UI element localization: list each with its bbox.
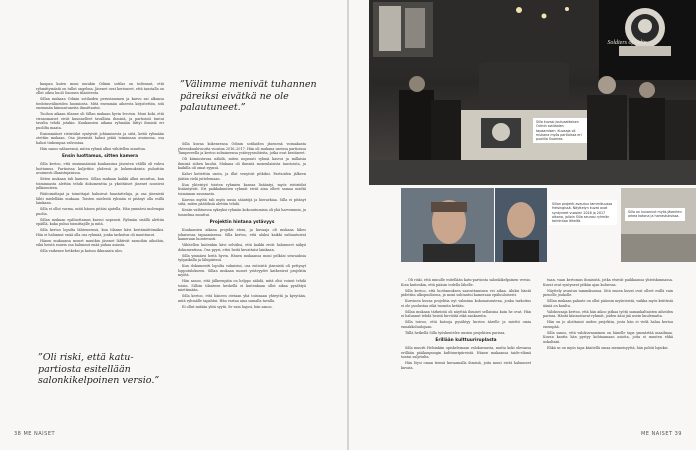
body-paragraph: Vähitellen kuitenkin kävi selväksi, että kaikki eivät halunneet näkyä dokumentissa. Osa pyysi, ettei heitä kuvattaisi lainkaan.: [178, 243, 306, 252]
body-paragraph: Kurvinen kuvaa projektia nyt valmiina kokonaisuutena, jonka tarkoitus ei ole puolustaa eikä tuomita ketään.: [401, 299, 531, 308]
body-paragraph: Hän löysi oman tiensä kuvaamalla ihmisiä, joita muut eivät halunneet kuvata.: [401, 361, 531, 370]
body-paragraph: – Oli riski, että minulle esitellään katu-partiosta salonkikelpoinen versio. Koin kuitenkin, että pääsin todella lähelle.: [401, 278, 531, 287]
photo-gathering-art: [369, 0, 696, 185]
body-paragraph: Tuohon aikaan tilanne oli Sillan mukaan hyvin levoton. Moni koki, että viranomaiset eivät kuunnelleet tavallisia ihmisiä, ja partiointi tuntui tavalta tehdä jotakin. Kuukausien aikana ryhmään liittyi ihmisiä eri puolilta maata.: [36, 112, 164, 130]
body-paragraph: Hän sanoo nähneensä, miten ryhmä alkoi vähitellen muuttua.: [40, 146, 146, 151]
body-paragraph: Kasvun myötä tuli myös uusia sääntöjä ja hierarkiaa. Silla ei pitänyt siitä, miten päätöksiä alettiin tehdä.: [178, 197, 306, 206]
body-paragraph: Silla kertoo, että luottamuksen saavuttaminen vei aikaa. Aluksi häntä pidettiin ulkopuolisena, ja moni suhtautui kameraan epäluuloisesti.: [401, 288, 531, 297]
subheading: Projektin hintana ystävyys: [209, 220, 275, 225]
body-paragraph: Silla kuvaa kokeneensa Odinin sotilaiden jäsenenä voimakasta yhteenkuuluvuutta vuosina 2016–2017. Hän oli mukana useissa partioissa Tampereella ja kertoo solmineensa ystävyyssuhteita, jotka ovat kestäneet.: [178, 142, 306, 155]
body-paragraph: Sillan mukaan Odinin sotilaiden perustaminen ja kasvu sai alkunsa tiedotusvälineiden huomiosta. Mitä enemmän aiheesta kirjoitettiin, sitä enemmän kiinnostuneita ilmoittautui.: [36, 97, 164, 110]
photo-man-right-art: [495, 188, 547, 262]
right-page: [349, 0, 696, 450]
photo-gathering: [369, 0, 696, 185]
body-paragraph: Silla kertoo, että ensimmäisinä kuukausina jäsenten välillä oli vahva luottamus. Partioissa kuljettiin yhdessä ja kokemuksista puhuttiin avoimesti illanistujaisissa.: [36, 162, 164, 175]
body-paragraph: Sitten mukaan tuli kamera. Sillan mukaan kaikki alkoi muuttua, kun toiminnasta alettiin tehdä dokumenttia ja yksittäiset jäsenet nousivat julkisuuteen.: [36, 177, 164, 190]
body-paragraph: Ehkä se on myös tapa käsitellä omaa menneisyyttä, hän pohtii lopuksi.: [547, 345, 669, 350]
photo-man-left: [401, 188, 494, 262]
right-column-1: [401, 278, 531, 426]
body-paragraph: Sillan mukaan tärkeintä oli näyttää ihmiset sellaisina kuin he ovat. Hän ei halunnut tehdä heistä hirviöitä eikä sankareita.: [401, 309, 531, 318]
body-paragraph: Silla vaikenee hetkeksi ja katsoo ikkunasta ulos.: [40, 249, 124, 253]
body-paragraph: Näyttely avautuu tammikuussa. Sitä ennen kuvat ovat olleet esillä vain pienelle joukolle.: [543, 288, 673, 297]
body-paragraph: Sillan mukaan palaute on ollut pääosin myönteistä, vaikka myös kriittisiä ääniä on kuultu.: [543, 299, 673, 308]
body-paragraph: Silla kertoo, että häneen otetaan yhä toisinaan yhteyttä ja kysytään, mitä ryhmälle tapahtui. Hän vastaa aina samalla tavalla.: [178, 294, 306, 303]
photo-man-right: [495, 188, 547, 262]
subheading: Erillään kulttuuriruplasta: [435, 338, 497, 343]
body-paragraph: Tällä hetkellä Silla työskentelee uusien projektien parissa.: [405, 330, 506, 335]
body-paragraph: Hänen mukaansa monet muutkin jäsenet lähtivät samoihin aikoihin, eikä heistä suurin osa halunnut enää puhua asiasta.: [36, 238, 164, 247]
body-paragraph: Silla ei ollut varma, mitä hänen pitäisi ajatella. Hän ymmärsi molempia puolia.: [36, 207, 164, 216]
subheading: Ensin luottamus, sitten kamera: [61, 154, 139, 159]
body-paragraph: Kesän vaihtuessa syksyksi ryhmän kokoontumisia oli yhä harvemmin, ja tunnelma muuttui.: [178, 208, 306, 217]
pull-quote-bottom: ”Oli riski, että katu-partiosta esitellään salonkikelpoinen versio.”: [38, 352, 160, 386]
page-folio-right: ME NAISET 39: [640, 431, 682, 437]
body-paragraph: Ensimmäiset ristiriidat syntyivät johtamisesta ja siitä, keitä ryhmään otettiin mukaan. Osa jäsenistä halusi pitää toiminnan avoimena, osa halusi tiukempaa valvontaa.: [36, 131, 164, 145]
body-paragraph: kaupan kuten moni muukin Odinin sotilas on todennut, että ryhmittymästä on tullut ongelma. Jäsenet ovat kertoneet, että taustalla on ollut oikea huoli Suomen tilanteesta.: [36, 82, 164, 95]
photo-side-art: [621, 188, 696, 262]
badge-text: Soldiers of Odin: [607, 40, 647, 46]
body-paragraph: Silla muutti Helsinkiin opiskelemaan valokuvausta, mutta koki olevansa erillään pääkaupungin kulttuuripiireistä. Hänen mukaansa taide-elämä tuntui suljetulta.: [401, 346, 531, 359]
body-paragraph: Ei ollut mitään yhtä syytä. Se vain hajosi, hän sanoo.: [182, 304, 273, 309]
left-page: [0, 0, 347, 450]
photo-side: [621, 188, 696, 262]
body-paragraph: Sillan mukaan epäluottamus kasvoi nopeasti. Ryhmän sisällä alettiin epäillä, kuka puhui toimittajille ja mitä.: [36, 217, 164, 226]
body-paragraph: Kun yhteistyö toisten ryhmien kanssa lisääntyi, myös ristiriidat lisääntyivät. Eri paikkakuntien ryhmät eivät aina olleet samaa mieltä toiminnan suunnasta.: [178, 182, 306, 196]
body-paragraph: Kuukausien aikana projekti eteni, ja kuvaaja oli mukana lähes jokaisessa tapaamisessa. Silla kertoo, että aluksi kaikki suhtautuivat kameraan luontevasti.: [178, 228, 306, 241]
photo-man-left-art: [401, 188, 494, 262]
pull-quote-top: ”Välimme menivät tuhannen päreiksi eivätkä ne ole palautuneet.”: [180, 79, 317, 113]
body-paragraph: Oli kiinnostavaa nähdä, miten nopeasti ryhmä kasvoi ja millaisia ihmisiä siihen kuului. Mukana oli ihmisiä monenlaisista taustoista, ja kaikilla oli omat syynsä.: [178, 157, 306, 170]
body-paragraph: tuan, vaan kertomus ihmisistä, jotka etsivät paikkaansa yhteiskunnassa. Kuvat ovat syntyneet pitkän ajan kuluessa.: [543, 278, 673, 287]
body-paragraph: Silla kertoo lopulta lähteneensä, kun tilanne kävi kestämättömäksi. Hän ei halunnut enää olla osa ryhmää, jonka tarkoitus oli muuttunut.: [36, 228, 164, 237]
body-paragraph: Valokuvaaja kertoo, että hän aikoo jatkaa työtä samankaltaisten aiheiden parissa. Häntä kiinnostavat ryhmät, joiden ääni jää usein kuulematta.: [543, 309, 673, 318]
body-paragraph: Päätoimittajat ja toimittajat halusivat haastatteluja, ja osa jäsenistä lähti mielellään mukaan. Toisten mielestä ryhmän ei pitänyt olla esillä lainkaan.: [36, 192, 164, 205]
body-paragraph: Silla sanoo, että valokuvaaminen on hänelle tapa ymmärtää maailmaa. Kuvan kautta hän pystyy kohtaamaan asioita, joita ei muuten ehkä uskaltaisi.: [543, 330, 673, 344]
left-column-2: [178, 142, 306, 414]
body-paragraph: Silla ymmärsi heitä hyvin. Hänen mukaansa moni pelkäsi seurauksia työpaikalla ja lähipiirissä.: [178, 253, 306, 262]
body-paragraph: Hän on jo aloittanut uuden projektin, josta hän ei vielä halua kertoa enempää.: [543, 320, 673, 329]
right-column-2: [543, 278, 673, 426]
body-paragraph: Kahvi keitettiin usein, ja illat venyivät pitkiksi. Partioiden jälkeen jäätiin vielä juttelemaan.: [178, 172, 306, 181]
caption-mid-right: Silla on kuvannut myös jäsenten arkea kotona ja harrastuksissa.: [625, 208, 685, 221]
page-folio-left: 38 ME NAISET: [14, 431, 56, 437]
body-paragraph: Kun dokumentti lopulta valmistui, osa entisistä jäsenistä oli pettynyt lopputulokseen. Sillan mukaan monet ystävyydet katkesivat projektin myötä.: [178, 264, 306, 277]
body-paragraph: Silla toivoo, että katsoja pysähtyy kuvien äärelle ja miettii omia ennakkoluulojaan.: [401, 320, 531, 329]
left-column-1: [36, 82, 164, 398]
caption-mid-left: Sillan projekti avautuu tammikuussa Helsingissä. Näyttelyn kuvat ovat syntyneet vuosien 2016 ja 2017 aikana, jolloin Silla seurasi ryhmän toimintaa läheltä.: [549, 200, 617, 225]
body-paragraph: Hän sanoo, että jälkeenpäin on helppo nähdä, mitä olisi voinut tehdä toisin. Silloin tilanteen keskellä ei kuitenkaan ollut aikaa pysähtyä miettimään.: [178, 279, 306, 292]
caption-top: Silla kuvasi jouluaattoisen Odinin sotilaiden tapaamisen. Kuvaaja oli mukana myös partioissa eri puolilla Suomea.: [533, 118, 587, 143]
